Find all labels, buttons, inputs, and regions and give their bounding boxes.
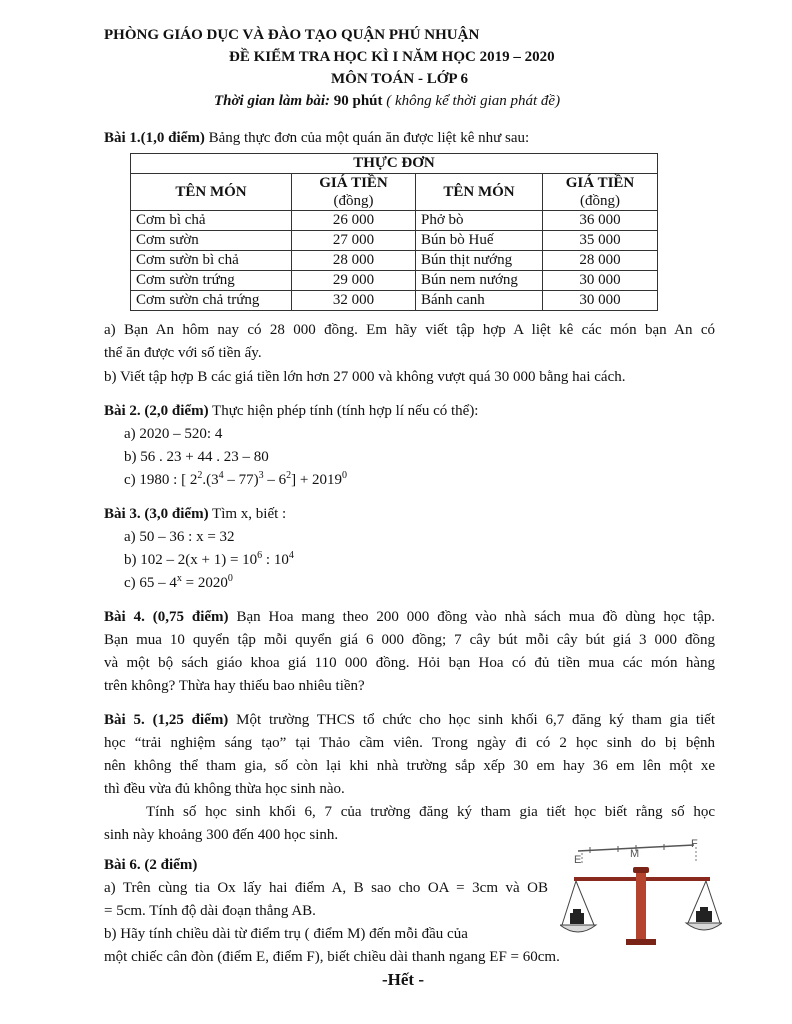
bai6-part-b-line1: b) Hãy tính chiều dài từ điểm trụ ( điểm M) đến mỗi đầu của	[104, 926, 468, 942]
table-row	[131, 231, 658, 251]
dish-name: Cơm bì chả	[131, 211, 292, 231]
bai2-part-a: a) 2020 – 520: 4	[124, 426, 223, 442]
expr-text: c) 1980 : [ 2	[124, 472, 198, 488]
time-label: Thời gian làm bài:	[214, 93, 330, 109]
bai3-part-c	[124, 575, 233, 592]
bai1-part-b: b) Viết tập hợp B các giá tiền lớn hơn 27 000 và không vượt quá 30 000 bằng hai cách.	[104, 369, 626, 385]
bai4-line2: Bạn mua 10 quyển tập mỗi quyển giá 6 000 đồng; 7 cây bút mỗi cây bút giá 3 000 đồng	[104, 632, 715, 648]
expr-text: = 2020	[181, 575, 228, 591]
bai4-line3: và một bộ sách giáo khoa giá 110 000 đồng. Hỏi bạn Hoa có đủ tiền mua các món hàng	[104, 655, 715, 671]
dish-name: Cơm sườn trứng	[131, 271, 292, 291]
header-gia-tien-1	[292, 174, 416, 211]
dish-price: 32 000	[292, 291, 416, 311]
bai5-line2: học “trải nghiệm sáng tạo” tại Thảo cầm viên. Trong ngày đi có 2 học sinh do bị bệnh	[104, 735, 715, 751]
bai1-heading	[104, 130, 529, 147]
left-weight	[570, 913, 584, 924]
bai2-part-b: b) 56 . 23 + 44 . 23 – 80	[124, 449, 269, 465]
bai3-intro: Tìm x, biết :	[208, 506, 287, 522]
pillar-top	[633, 867, 649, 873]
bai4-line4: trên không? Thừa hay thiếu bao nhiêu tiền?	[104, 678, 365, 694]
department-title: PHÒNG GIÁO DỤC VÀ ĐÀO TẠO QUẬN PHÚ NHUẬN	[104, 27, 480, 43]
exponent: 0	[227, 573, 233, 584]
bai4-title: Bài 4. (0,75 điểm)	[104, 609, 229, 625]
exponent: 4	[288, 550, 294, 561]
dish-price: 30 000	[543, 291, 658, 311]
exponent: 6	[257, 550, 263, 561]
dish-price: 28 000	[543, 251, 658, 271]
bai3-heading	[104, 506, 286, 523]
bai3-part-b	[124, 552, 294, 569]
end-marker: -Hết -	[382, 970, 425, 989]
bai5-title: Bài 5. (1,25 điểm)	[104, 712, 229, 728]
bai3-title: Bài 3. (3,0 điểm)	[104, 506, 209, 522]
left-pan	[560, 925, 596, 932]
table-row	[131, 271, 658, 291]
header-gia-tien-1-label: GIÁ TIỀN	[319, 175, 388, 191]
dish-price: 27 000	[292, 231, 416, 251]
bai1-title: Bài 1.(1,0 điểm)	[104, 130, 205, 146]
bai5-text: Một trường THCS tổ chức cho học sinh khối 6,7 đăng ký tham gia tiết	[228, 712, 715, 728]
expr-text: – 77)	[223, 472, 259, 488]
dish-price: 29 000	[292, 271, 416, 291]
time-value: 90 phút	[333, 93, 383, 109]
bai6-heading	[104, 857, 197, 874]
header-gia-tien-2-unit: (đồng)	[580, 193, 620, 209]
bai2-heading	[104, 403, 478, 420]
table-row	[131, 251, 658, 271]
header-gia-tien-2-label: GIÁ TIỀN	[565, 175, 635, 191]
bai5-line4: thì đều vừa đủ không thừa học sinh nào.	[104, 781, 345, 797]
expr-text: : 10	[262, 552, 289, 568]
table-row	[131, 291, 658, 311]
right-weight	[696, 911, 712, 922]
time-note: ( không kể thời gian phát đề)	[386, 93, 561, 109]
dish-name: Bánh canh	[416, 291, 543, 311]
balance-scale-figure	[560, 833, 722, 955]
header-ten-mon-1: TÊN MÓN	[131, 174, 292, 211]
bai5-line5: Tính số học sinh khối 6, 7 của trường đăng ký tham gia tiết học biết rằng số học	[146, 804, 715, 820]
expr-text: ] + 2019	[291, 472, 343, 488]
bai1-intro: Bảng thực đơn của một quán ăn được liệt kê như sau:	[204, 130, 530, 146]
header-ten-mon-2: TÊN MÓN	[416, 174, 543, 211]
scale-pillar	[636, 871, 646, 943]
balance-scale-illustration	[560, 833, 722, 955]
expr-text: c) 65 – 4	[124, 575, 177, 591]
scale-base	[626, 939, 656, 945]
dish-price: 28 000	[292, 251, 416, 271]
expr-text: .(3	[202, 472, 219, 488]
point-f-label: F	[691, 838, 698, 850]
point-m-label: M	[630, 848, 640, 860]
time-line	[214, 93, 560, 110]
dish-price: 35 000	[543, 231, 658, 251]
point-e-label: E	[574, 854, 582, 866]
dish-name: Bún bò Huế	[416, 231, 543, 251]
bai5-line6: sinh này khoảng 300 đến 400 học sinh.	[104, 827, 339, 843]
dish-name: Cơm sườn chả trứng	[131, 291, 292, 311]
header-gia-tien-2	[543, 174, 658, 211]
exponent: 2	[197, 470, 203, 481]
dish-name: Bún thịt nướng	[416, 251, 543, 271]
dish-name: Phở bò	[416, 211, 543, 231]
subject-title: MÔN TOÁN - LỚP 6	[331, 71, 468, 87]
dish-name: Cơm sườn bì chả	[131, 251, 292, 271]
bai2-intro: Thực hiện phép tính (tính hợp lí nếu có thể):	[208, 403, 479, 419]
exponent: 4	[218, 470, 224, 481]
dish-price: 36 000	[543, 211, 658, 231]
bai2-title: Bài 2. (2,0 điểm)	[104, 403, 209, 419]
header-gia-tien-1-unit: (đồng)	[333, 193, 374, 209]
bai5-line1	[104, 712, 715, 729]
exam-title: ĐỀ KIỂM TRA HỌC KÌ I NĂM HỌC 2019 – 2020	[229, 49, 555, 65]
bai3-part-a: a) 50 – 36 : x = 32	[124, 529, 235, 545]
right-pan	[686, 923, 722, 930]
menu-table	[130, 153, 658, 311]
bai4-line1	[104, 609, 715, 626]
bai6-part-a-line2: = 5cm. Tính độ dài đoạn thẳng AB.	[104, 903, 316, 919]
bai1-part-a-line1: a) Bạn An hôm nay có 28 000 đồng. Em hãy viết tập hợp A liệt kê các món bạn An có	[104, 322, 715, 338]
dish-name: Cơm sườn	[131, 231, 292, 251]
right-weight-top	[700, 907, 708, 912]
expr-text: b) 102 – 2(x + 1) = 10	[124, 552, 258, 568]
dish-price: 30 000	[543, 271, 658, 291]
menu-caption: THỰC ĐƠN	[131, 154, 658, 174]
expr-text: – 6	[263, 472, 287, 488]
dish-price: 26 000	[292, 211, 416, 231]
exponent: 2	[286, 470, 292, 481]
dish-name: Bún nem nướng	[416, 271, 543, 291]
exponent: 3	[258, 470, 264, 481]
table-row	[131, 211, 658, 231]
bai2-part-c	[124, 472, 347, 489]
exponent: 0	[342, 470, 348, 481]
bai4-text: Bạn Hoa mang theo 200 000 đồng vào nhà sách mua đồ dùng học tập.	[228, 609, 715, 625]
bai5-line3: nên không thể tham gia, số còn lại khi nhà trường sắp xếp 30 em hay 36 em lên một xe	[104, 758, 715, 774]
bai6-title: Bài 6. (2 điểm)	[104, 857, 198, 873]
bai6-part-a-line1: a) Trên cùng tia Ox lấy hai điểm A, B sao cho OA = 3cm và OB	[104, 880, 548, 896]
exponent: x	[176, 573, 182, 584]
left-weight-top	[573, 909, 581, 914]
bai6-part-b-line2: một chiếc cân đòn (điểm E, điểm F), biết chiều dài thanh ngang EF = 60cm.	[104, 949, 560, 965]
bai1-part-a-line2: thể ăn được với số tiền ấy.	[104, 345, 262, 361]
